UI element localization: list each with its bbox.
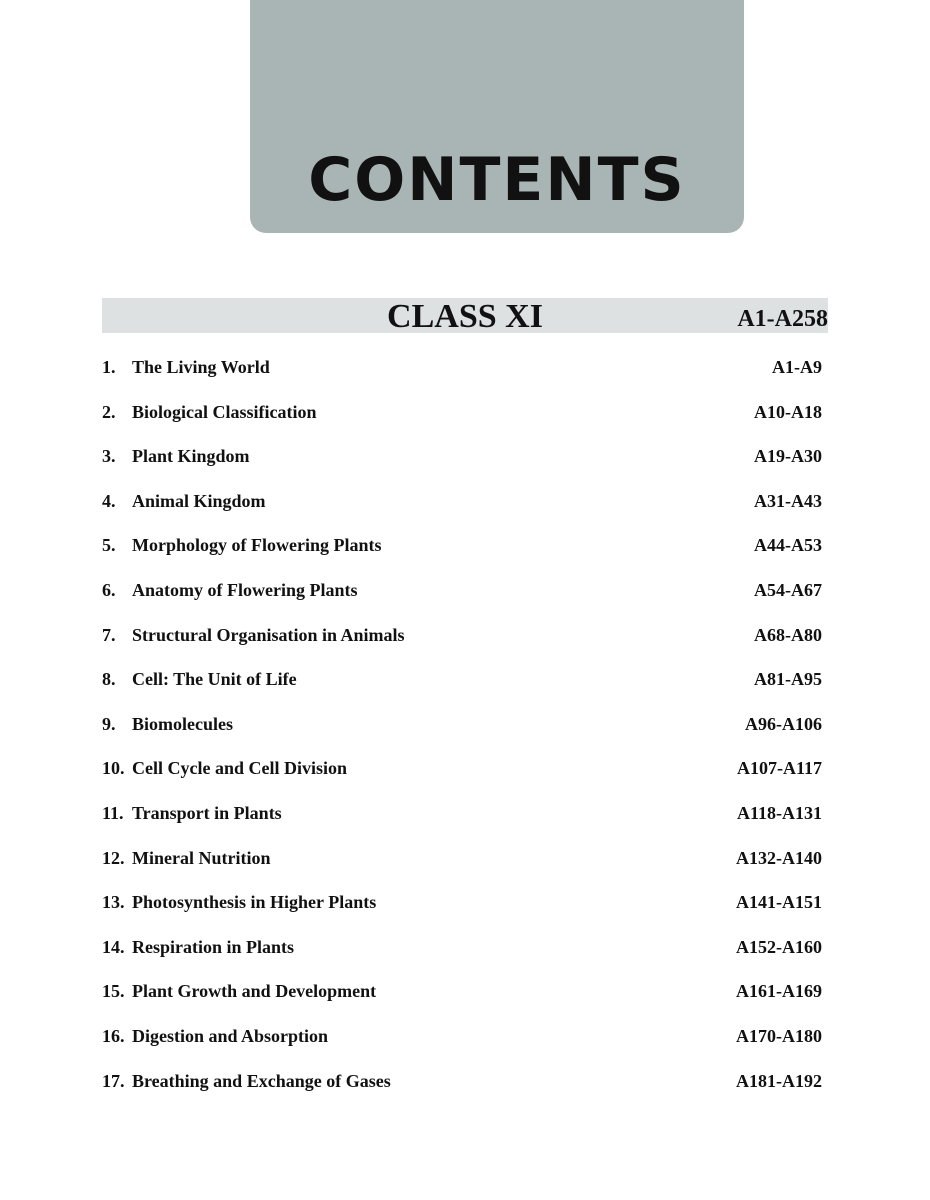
chapter-pages: A118-A131 (737, 802, 822, 823)
chapter-row[interactable] (102, 1069, 822, 1114)
chapter-pages: A141-A151 (736, 892, 822, 913)
chapter-title: Biomolecules (132, 713, 233, 734)
chapter-title: Anatomy of Flowering Plants (132, 579, 358, 600)
chapter-pages: A31-A43 (754, 490, 822, 511)
chapter-row[interactable] (102, 578, 822, 623)
contents-header (250, 0, 744, 233)
page-title: CONTENTS (308, 145, 686, 215)
chapter-number: 6. (102, 579, 116, 600)
chapter-row[interactable] (102, 712, 822, 757)
chapter-title: The Living World (132, 357, 270, 377)
chapter-number: 8. (102, 669, 116, 690)
chapter-title: Animal Kingdom (132, 490, 266, 511)
chapter-number: 13. (102, 892, 125, 913)
chapter-title: Biological Classification (132, 401, 317, 422)
chapter-number: 11. (102, 802, 124, 823)
chapter-title: Morphology of Flowering Plants (132, 535, 382, 556)
chapter-number: 5. (102, 535, 116, 556)
chapter-row[interactable] (102, 846, 822, 891)
chapter-title: Cell: The Unit of Life (132, 669, 297, 690)
chapter-row[interactable] (102, 489, 822, 534)
chapter-pages: A107-A117 (737, 758, 822, 779)
chapter-row[interactable] (102, 400, 822, 445)
chapter-number: 7. (102, 624, 116, 645)
chapter-row[interactable] (102, 623, 822, 668)
chapter-number: 12. (102, 847, 125, 868)
chapter-title: Mineral Nutrition (132, 847, 271, 868)
chapter-row[interactable] (102, 935, 822, 980)
chapter-title: Cell Cycle and Cell Division (132, 758, 347, 779)
chapter-pages: A1-A9 (772, 357, 822, 377)
chapter-pages: A54-A67 (754, 579, 822, 600)
chapter-pages: A132-A140 (736, 847, 822, 868)
section-range: A1-A258 (737, 306, 828, 332)
chapter-number: 16. (102, 1025, 125, 1046)
chapter-number: 15. (102, 981, 125, 1002)
chapter-number: 4. (102, 490, 116, 511)
chapter-row[interactable] (102, 533, 822, 578)
chapter-pages: A161-A169 (736, 981, 822, 1002)
chapter-pages: A19-A30 (754, 446, 822, 467)
chapter-title: Respiration in Plants (132, 936, 295, 957)
chapter-pages: A96-A106 (745, 713, 822, 734)
chapter-row[interactable] (102, 756, 822, 801)
chapter-number: 10. (102, 758, 125, 779)
chapter-number: 3. (102, 446, 116, 467)
chapter-pages: A44-A53 (754, 535, 822, 556)
chapter-title: Photosynthesis in Higher Plants (132, 892, 377, 913)
chapter-number: 1. (102, 357, 116, 377)
chapter-number: 9. (102, 713, 116, 734)
chapter-title: Structural Organisation in Animals (132, 624, 405, 645)
chapter-row[interactable] (102, 444, 822, 489)
chapter-row[interactable] (102, 1024, 822, 1069)
chapter-title: Plant Kingdom (132, 446, 250, 467)
chapter-row[interactable] (102, 355, 822, 400)
chapter-title: Breathing and Exchange of Gases (132, 1070, 391, 1091)
chapter-row[interactable] (102, 890, 822, 935)
chapter-number: 17. (102, 1070, 125, 1091)
section-bar (102, 298, 828, 333)
chapter-pages: A152-A160 (736, 936, 822, 957)
chapter-title: Plant Growth and Development (132, 981, 377, 1002)
chapter-pages: A68-A80 (754, 624, 822, 645)
chapter-pages: A81-A95 (754, 669, 822, 690)
chapter-pages: A10-A18 (754, 401, 822, 422)
chapter-title: Transport in Plants (132, 802, 282, 823)
chapter-pages: A181-A192 (736, 1070, 822, 1091)
chapter-row[interactable] (102, 667, 822, 712)
section-title: CLASS XI (387, 298, 543, 335)
chapter-pages: A170-A180 (736, 1025, 822, 1046)
chapter-number: 2. (102, 401, 116, 422)
chapter-title: Digestion and Absorption (132, 1025, 329, 1046)
chapter-row[interactable] (102, 801, 822, 846)
chapter-number: 14. (102, 936, 125, 957)
chapter-row[interactable] (102, 979, 822, 1024)
chapter-list (102, 355, 822, 1113)
